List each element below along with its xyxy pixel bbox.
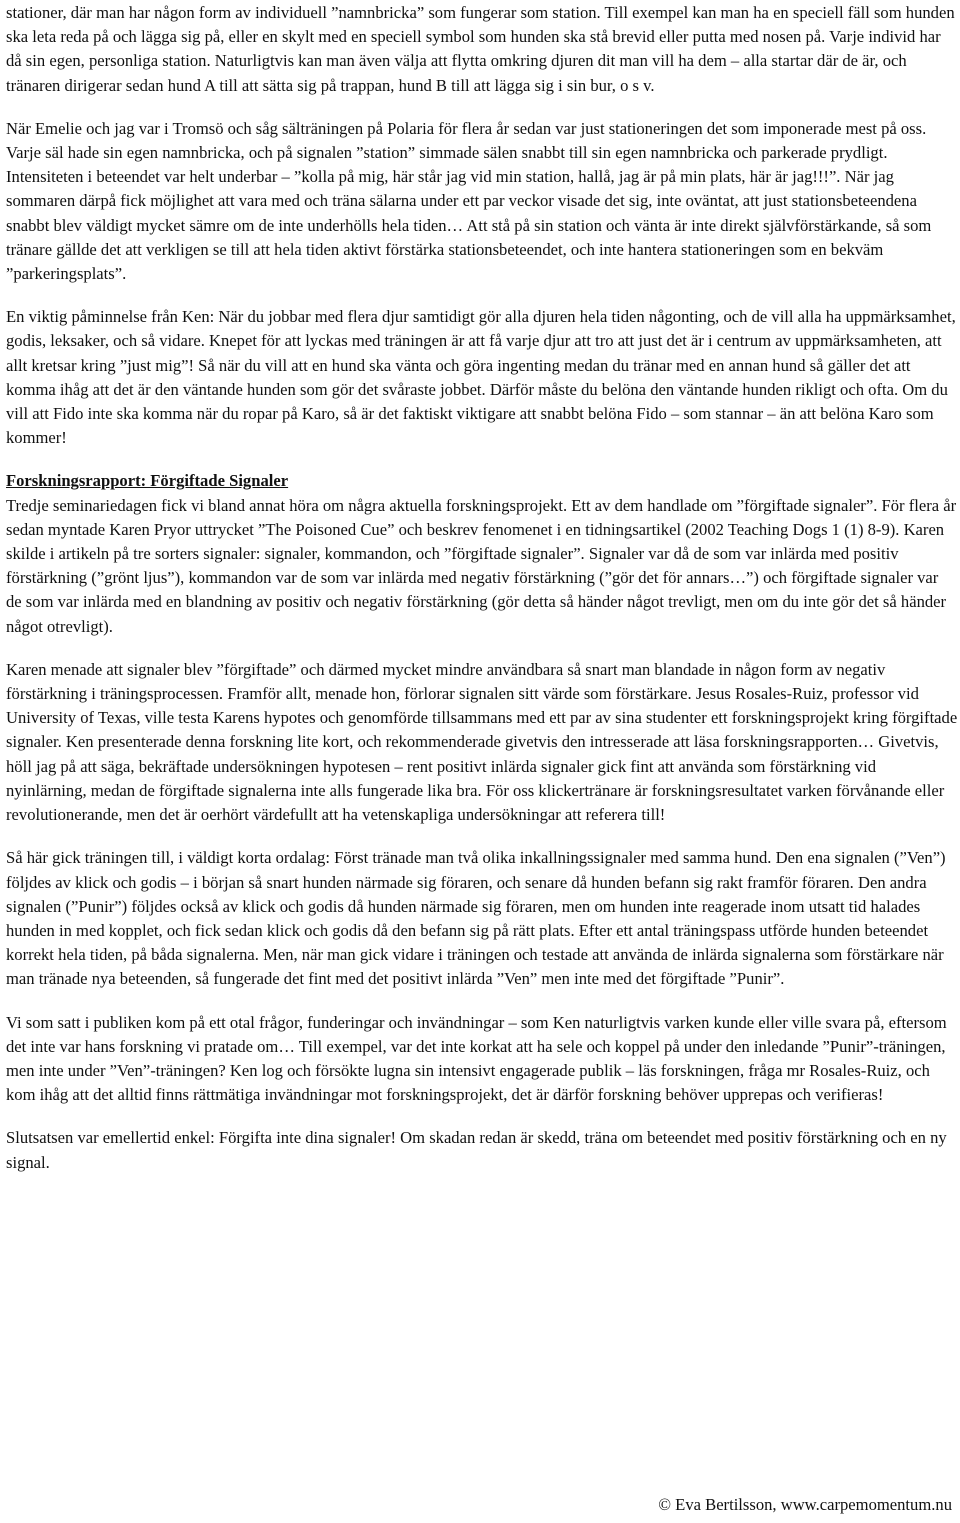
paragraph-training-method: Så här gick träningen till, i väldigt korta ordalag: Först tränade man två olika inkallningssignaler med samma hund. Den ena signalen (”Ven”) följdes av klick och godis – i början så snart hunden närmade sig föraren, och senare då hunden befann sig rakt framför föraren. Den andra signalen (”Punir”) följdes också av klick och godis då hunden närmade sig föraren, men om hunden inte reagerade inom utsatt tid halades hunden in med kopplet, och fick sedan klick och godis då den befann sig på rätt plats. Efter ett antal träningspass utförde hunden beteendet korrekt hela tiden, på båda signalerna. Men, när man gick vidare i träningen och testade att använda de inlärda signalerna som förstärkare när man tränade nya beteenden, så fungerade det fint med det positivt inlärda ”Ven” men inte med det förgiftade ”Punir”. (6, 848, 946, 989)
copyright-footer: © Eva Bertilsson, www.carpemomentum.nu (658, 1495, 952, 1514)
paragraph-tromso: När Emelie och jag var i Tromsö och såg sälträningen på Polaria för flera år sedan var just stationeringen det som imponerade mest på oss. Varje säl hade sin egen namnbricka, och på signalen ”station” simmade sälen snabbt till sin egen namnbricka och parkerade prydligt. Intensiteten i beteendet var helt underbar – ”kolla på mig, här står jag vid min station, hallå, jag är på min plats, här är jag!!!”. När jag sommaren därpå fick möjlighet att vara med och träna sälarna under ett par veckor visade det sig, inte oväntat, att just stationsbeteendena snabbt blev väldigt mycket sämre om de inte underhölls hela tiden… Att stå på sin station och vänta är inte direkt självförstärkande, så som tränare gällde det att verkligen se till att hela tiden aktivt förstärka stationsbeteendet, och inte hantera stationeringen som en bekväm ”parkeringsplats”. (6, 118, 932, 284)
paragraph-audience-questions: Vi som satt i publiken kom på ett otal frågor, funderingar och invändningar – som Ken naturligtvis varken kunde eller ville svara på, eftersom det inte var hans forskning vi pratade om… Till exempel, var det inte korkat att ha sele och koppel på under den inledande ”Punir”-träningen, men inte under ”Ven”-träningen? Ken log och försökte lugna sin intensivt engagerade publik – läs forskningen, fråga mr Rosales-Ruiz, och kom ihåg att det alltid finns rättmätiga invändningar mot forskningsprojekt, det är därför forskning behöver upprepas och verifieras! (6, 1012, 947, 1105)
paragraph-karen-hypothesis: Karen menade att signaler blev ”förgiftade” och därmed mycket mindre användbara så snart man blandade in någon form av negativ förstärkning i träningsprocessen. Framför allt, menade hon, förlorar signalen sitt värde som förstärkare. Jesus Rosales-Ruiz, professor vid University of Texas, ville testa Karens hypotes och genomförde tillsammans med ett par av sina studenter ett forskningsprojekt kring förgiftade signaler. Ken presenterade denna forskning lite kort, och rekommenderade givetvis den intresserade att läsa forskningsrapporten… Givetvis, höll jag på att säga, bekräftade undersökningen hypotesen – rent positivt inlärda signaler gick fint att använda som förstärkning vid nyinlärning, medan de förgiftade signalerna inte alls fungerade lika bra. För oss klickertränare är forskningsresultatet varken förvånande eller revolutionerande, men det är oerhört värdefullt att ha vetenskapliga undersökningar att referera till! (6, 659, 958, 825)
section-intro-text: Tredje seminariedagen fick vi bland annat höra om några aktuella forskningsprojekt. Ett av dem handlade om ”förgiftade signaler”. För flera år sedan myntade Karen Pryor uttrycket ”The Poisoned Cue” och beskrev fenomenet i en tidningsartikel (2002 Teaching Dogs 1 (1) 8-9). Karen skilde i artikeln på tre sorters signaler: signaler, kommandon, och ”förgiftade signaler”. Signaler var då de som var inlärda med positiv förstärkning (”grönt ljus”), kommandon var de som var inlärda med negativ förstärkning (”gör det för annars…”) och förgiftade signaler var de som var inlärda med en blandning av positiv och negativ förstärkning (gör detta så händer något trevligt, men om du inte gör det så händer något otrevligt). (6, 495, 957, 636)
section-heading: Forskningsrapport: Förgiftade Signaler (6, 471, 289, 491)
paragraph-stations: stationer, där man har någon form av individuell ”namnbricka” som fungerar som station. Till exempel kan man ha en speciell fäll som hunden ska leta reda på och lägga sig på, eller en skylt med en speciell symbol som hunden ska stå brevid eller putta med nosen på. Varje individ har då sin egen, personliga station. Naturligtvis kan man även välja att flytta omkring djuren dit man vill ha dem – alla startar där de är, och tränaren dirigerar sedan hund A till att sätta sig på trappan, hund B till att lägga sig i sin bur, o s v. (6, 3, 955, 95)
document-page (6, 1, 958, 1194)
section-research (6, 469, 958, 638)
paragraph-ken-reminder: En viktig påminnelse från Ken: När du jobbar med flera djur samtidigt gör alla djuren hela tiden någonting, och de vill alla ha uppmärksamhet, godis, leksaker, och så vidare. Knepet för att lyckas med träningen är att få varje djur att tro att just det är i centrum av uppmärksamheten, att allt kretsar kring ”just mig”! Så när du vill att en hund ska vänta och göra ingenting medan du tränar med en annan hund så gäller det att komma ihåg att det är den väntande hunden som gör det svåraste jobbet. Därför måste du belöna den väntande hunden rikligt och ofta. Om du vill att Fido inte ska komma när du ropar på Karo, så är det faktiskt viktigare att snabbt belöna Fido – som stannar – än att belöna Karo som kommer! (6, 307, 956, 448)
paragraph-conclusion: Slutsatsen var emellertid enkel: Förgifta inte dina signaler! Om skadan redan är skedd, träna om beteendet med positiv förstärkning och en ny signal. (6, 1128, 947, 1172)
